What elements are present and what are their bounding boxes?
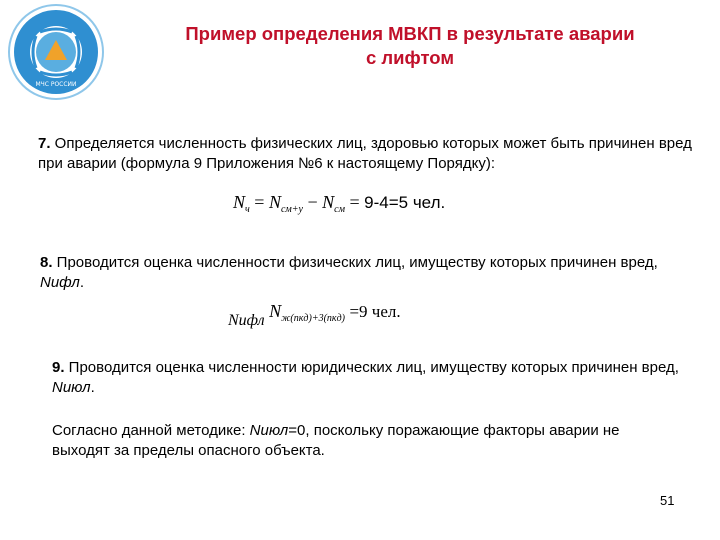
logo-text: МЧС РОССИИ xyxy=(35,81,77,88)
paragraph-9 xyxy=(52,358,702,398)
paragraph-8-end: . xyxy=(79,274,85,291)
paragraph-8-text: Проводится оценка численности физических лиц, имуществу которых причинен вред, xyxy=(52,254,658,271)
formula-2-result: =9 чел. xyxy=(349,302,401,321)
paragraph-8 xyxy=(40,253,700,293)
conclusion-text-1: Согласно данной методике: xyxy=(52,422,250,439)
paragraph-7-text: Определяется численность физических лиц, здоровью которых может быть причинен вред при аварии (формула 9 Приложения №6 к настоящему Порядку): xyxy=(38,135,692,172)
paragraph-8-number: 8. xyxy=(40,254,53,271)
formula-1-equals: = xyxy=(349,192,360,212)
paragraph-9-text: Проводится оценка численности юридических лиц, имуществу которых причинен вред, xyxy=(64,359,679,376)
formula-1-term-b-sub: см xyxy=(334,204,345,215)
paragraph-7-number: 7. xyxy=(38,135,51,152)
paragraph-7 xyxy=(38,134,698,174)
conclusion-text-2: =0, поскольку поражающие факторы аварии не выходят за пределы опасного объекта. xyxy=(52,422,620,459)
conclusion-paragraph xyxy=(52,421,672,461)
formula-1-term-b: N xyxy=(322,192,335,212)
formula-2-rhs-sub: ж(пкд)+3(пкд) xyxy=(281,313,345,324)
title-line-1: Пример определения МВКП в результате аварии xyxy=(185,23,635,44)
formula-1-term-a: N xyxy=(268,192,281,212)
formula-1-lhs-sub: ч xyxy=(245,204,250,215)
formula-1-term-a-sub: см+у xyxy=(280,204,303,215)
page-number: 51 xyxy=(660,493,675,508)
slide-title xyxy=(140,22,680,70)
formula-1-lhs: N xyxy=(233,192,246,212)
paragraph-9-number: 9. xyxy=(52,359,65,376)
title-line-2: с лифтом xyxy=(365,47,455,68)
formula-2-rhs: N xyxy=(269,301,282,321)
formula-2-lhs: Nифл xyxy=(228,312,265,329)
paragraph-8-variable: Nифл xyxy=(40,274,80,291)
paragraph-9-end: . xyxy=(90,379,95,396)
paragraph-9-variable: Nиюл xyxy=(52,379,91,396)
formula-2 xyxy=(228,301,401,330)
conclusion-variable: Nиюл xyxy=(249,422,289,439)
organization-logo-icon xyxy=(6,2,106,102)
formula-1: $N_ч = N_{см+у} - N_{см} = 9-4=5$ чел. xyxy=(233,192,446,215)
formula-1-result: 9-4=5 чел. xyxy=(364,193,446,212)
